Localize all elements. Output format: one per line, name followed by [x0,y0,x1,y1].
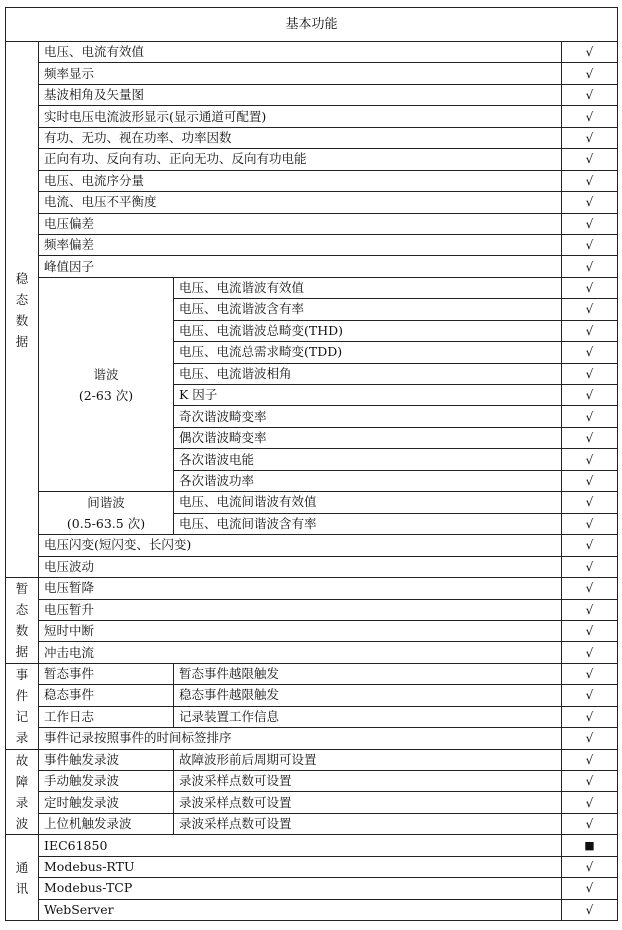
function-item: 手动触发录波 [39,771,174,792]
function-item: 事件触发录波 [39,749,174,770]
function-item: 定时触发录波 [39,792,174,813]
category-char: 波 [15,815,29,831]
table-row [6,620,618,641]
check-mark: √ [562,856,618,877]
table-row [6,277,618,298]
function-desc: 录波采样点数可设置 [174,792,562,813]
table-row [6,706,618,727]
function-item: 电压、电流谐波有效值 [174,277,562,298]
table-row [6,771,618,792]
function-item: 上位机触发录波 [39,813,174,834]
function-item: 电压、电流间谐波含有率 [174,513,562,535]
table-row [6,106,618,127]
category-char: 录 [15,794,29,810]
category-char: 数 [15,312,29,328]
check-mark: √ [562,792,618,813]
table-row [6,84,618,105]
function-item: 电压、电流间谐波有效值 [174,492,562,514]
function-item: 事件记录按照事件的时间标签排序 [39,728,562,749]
check-mark: √ [562,127,618,148]
check-mark: √ [562,899,618,920]
category-char: 数 [15,623,29,639]
category-char: 障 [15,773,29,789]
function-item: 电压偏差 [39,213,562,234]
function-item: 冲击电流 [39,642,562,663]
category-char: 讯 [15,880,29,896]
function-item: 实时电压电流波形显示(显示通道可配置) [39,106,562,127]
function-item: 稳态事件 [39,685,174,706]
function-item: 奇次谐波畸变率 [174,406,562,427]
table-row [6,663,618,684]
category-fault [6,749,39,835]
table-row [6,856,618,877]
function-item: 电压、电流总需求畸变(TDD) [174,342,562,363]
check-mark: √ [562,170,618,191]
check-mark: √ [562,535,618,556]
check-mark: √ [562,578,618,599]
function-item: 电压、电流序分量 [39,170,562,191]
table-row [6,535,618,556]
check-mark: √ [562,106,618,127]
table-row [6,835,618,856]
category-events [6,663,39,749]
function-item: 短时中断 [39,620,562,641]
interharmonic-label-text: 间谐波 [87,495,125,511]
function-item: 有功、无功、视在功率、功率因数 [39,127,562,148]
category-char: 件 [15,688,29,704]
function-item: 峰值因子 [39,256,562,277]
check-mark: √ [562,470,618,491]
harmonic-label-text: 谐波 [93,366,119,382]
check-mark: √ [562,878,618,899]
table-row [6,170,618,191]
check-mark: √ [562,556,618,577]
category-char: 故 [15,752,29,768]
check-mark: √ [562,192,618,213]
check-mark: √ [562,642,618,663]
function-item: 电压波动 [39,556,562,577]
category-char: 稳 [15,270,29,286]
check-mark: √ [562,149,618,170]
check-mark: √ [562,663,618,684]
table-row [6,234,618,255]
table-row [6,899,618,920]
check-mark: √ [562,427,618,448]
function-item: K 因子 [174,385,562,406]
check-mark: √ [562,728,618,749]
table-title: 基本功能 [6,8,618,42]
check-mark: √ [562,342,618,363]
table-row [6,642,618,663]
function-item: 频率显示 [39,63,562,84]
category-char: 态 [15,602,29,618]
table-row [6,213,618,234]
check-mark: √ [562,813,618,834]
check-mark: √ [562,320,618,341]
table-row [6,492,618,514]
interharmonic-label-text: (0.5-63.5 次) [66,516,146,532]
function-item: WebServer [39,899,562,920]
function-item: 电压暂升 [39,599,562,620]
table-row [6,256,618,277]
function-desc: 录波采样点数可设置 [174,813,562,834]
category-char: 据 [15,644,29,660]
check-mark: √ [562,449,618,470]
check-mark: √ [562,513,618,535]
check-mark: √ [562,706,618,727]
function-item: 电压暂降 [39,578,562,599]
function-item: 基波相角及矢量图 [39,84,562,105]
check-mark: √ [562,234,618,255]
function-item: 电压闪变(短闪变、长闪变) [39,535,562,556]
table-row [6,192,618,213]
function-item: 电压、电流谐波总畸变(THD) [174,320,562,341]
check-mark: √ [562,213,618,234]
function-item: 电压、电流有效值 [39,42,562,63]
harmonic-label [39,277,174,491]
table-row [6,578,618,599]
table-row [6,599,618,620]
function-item: 频率偏差 [39,234,562,255]
function-item: Modebus-RTU [39,856,562,877]
check-mark: √ [562,406,618,427]
function-desc: 故障波形前后周期可设置 [174,749,562,770]
check-mark: √ [562,771,618,792]
category-char: 记 [15,709,29,725]
check-mark: √ [562,385,618,406]
table-row [6,127,618,148]
function-item: 暂态事件 [39,663,174,684]
table-row [6,685,618,706]
interharmonic-label [39,492,174,535]
check-mark: √ [562,299,618,320]
table-row [6,63,618,84]
function-item: 偶次谐波畸变率 [174,427,562,448]
category-char: 据 [15,333,29,349]
check-mark: √ [562,63,618,84]
function-desc: 暂态事件越限触发 [174,663,562,684]
category-char: 录 [15,730,29,746]
check-mark: √ [562,277,618,298]
check-mark: √ [562,42,618,63]
function-desc: 记录装置工作信息 [174,706,562,727]
category-char: 事 [15,667,29,683]
check-mark: √ [562,84,618,105]
function-item: IEC61850 [39,835,562,856]
harmonic-label-text: (2-63 次) [78,387,134,403]
function-desc: 录波采样点数可设置 [174,771,562,792]
function-item: Modebus-TCP [39,878,562,899]
square-mark: ■ [562,835,618,856]
function-item: 电压、电流谐波相角 [174,363,562,384]
category-comm [6,835,39,921]
category-char: 暂 [15,581,29,597]
check-mark: √ [562,492,618,514]
category-char: 态 [15,291,29,307]
table-row [6,42,618,63]
table-row [6,813,618,834]
table-row [6,749,618,770]
check-mark: √ [562,685,618,706]
category-transient [6,578,39,664]
table-title-row [6,8,618,42]
check-mark: √ [562,599,618,620]
table-row [6,878,618,899]
table-row [6,556,618,577]
table-row [6,149,618,170]
table-row [6,728,618,749]
function-item: 工作日志 [39,706,174,727]
category-steady [6,42,39,578]
check-mark: √ [562,749,618,770]
check-mark: √ [562,620,618,641]
function-desc: 稳态事件越限触发 [174,685,562,706]
function-item: 电流、电压不平衡度 [39,192,562,213]
check-mark: √ [562,256,618,277]
table-row [6,792,618,813]
category-char: 通 [15,859,29,875]
function-item: 电压、电流谐波含有率 [174,299,562,320]
function-item: 正向有功、反向有功、正向无功、反向有功电能 [39,149,562,170]
function-item: 各次谐波功率 [174,470,562,491]
function-item: 各次谐波电能 [174,449,562,470]
function-table [5,7,618,921]
check-mark: √ [562,363,618,384]
